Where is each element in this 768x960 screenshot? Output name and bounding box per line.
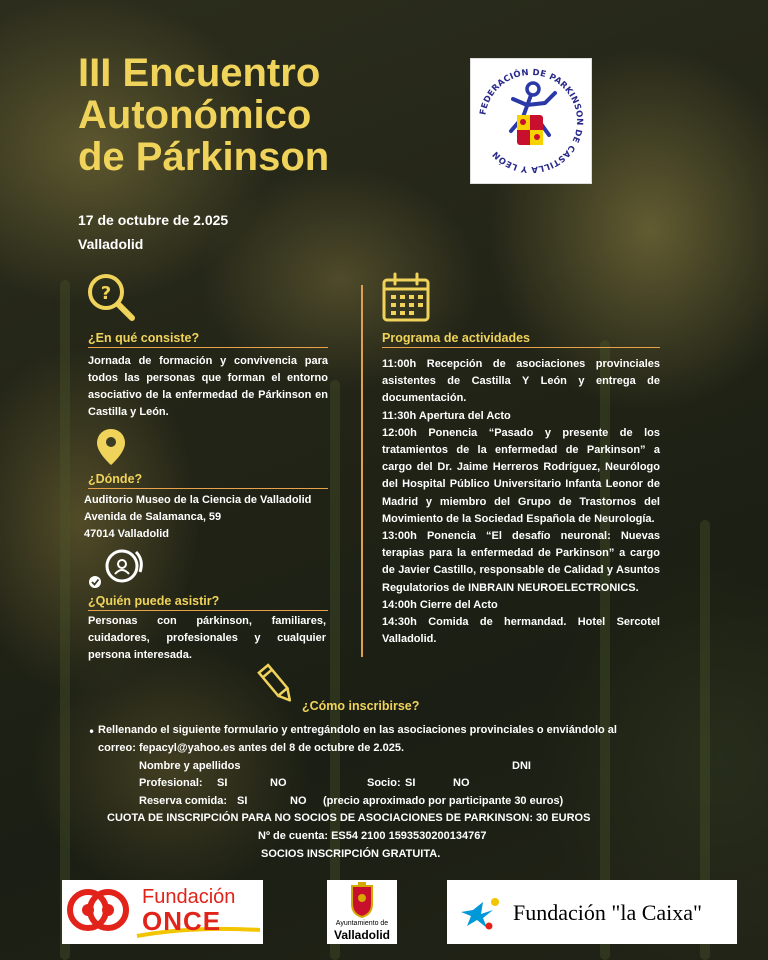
option-si[interactable]: SI bbox=[237, 795, 248, 807]
title-line: de Párkinson bbox=[78, 135, 330, 179]
people-icon bbox=[86, 542, 150, 594]
title-line: III Encuentro bbox=[78, 51, 321, 95]
que-underline bbox=[88, 347, 328, 348]
form-profesional bbox=[139, 777, 203, 789]
socio-label: Socio: bbox=[367, 777, 401, 789]
logo-arc-text: FEDERACIÓN DE PARKINSON DE CASTILLA Y LEÓN bbox=[478, 67, 585, 175]
option-no[interactable]: NO bbox=[270, 777, 287, 789]
programa-item: 14:30h Comida de hermandad. Hotel Sercotel Valladolid. bbox=[382, 616, 660, 646]
dni-label: DNI bbox=[512, 760, 531, 772]
caixa-star-icon bbox=[459, 880, 509, 944]
once-line1: Fundación bbox=[142, 886, 236, 908]
inscripcion-text: Rellenando el siguiente formulario y entregándolo en las asociaciones provinciales o enviándolo al correo: fepacyl@yahoo.es antes del 8 de octubre de 2.025. bbox=[98, 724, 617, 754]
nombre-label: Nombre y apellidos bbox=[139, 760, 241, 772]
profesional-label: Profesional: bbox=[139, 777, 203, 789]
donde-address bbox=[84, 492, 344, 543]
address-line: 47014 Valladolid bbox=[84, 528, 169, 540]
option-no[interactable]: NO bbox=[290, 795, 307, 807]
socios-text: SOCIOS INSCRIPCIÓN GRATUITA. bbox=[261, 848, 441, 860]
event-city: Valladolid bbox=[78, 236, 144, 252]
que-body: Jornada de formación y convivencia para todos las personas que forman el entorno asociativo de la enfermedad de Párkinson en Castilla y León. bbox=[88, 355, 328, 418]
federation-logo-graphic bbox=[471, 59, 591, 183]
quien-body: Personas con párkinson, familiares, cuidadores, profesionales y cualquier persona interesada. bbox=[88, 615, 326, 661]
programa-list bbox=[382, 356, 660, 648]
caixa-text: Fundación "la Caixa" bbox=[513, 900, 703, 925]
programa-item: 13:00h Ponencia “El desafío neuronal: Nuevas terapias para la enfermedad de Parkinson” a cargo de Javier Castillo, responsable de Calidad y Asuntos Regulatorios de INBRAIN NEUROELECTRONICS. bbox=[382, 530, 660, 594]
inscripcion-heading: ¿Cómo inscribirse? bbox=[302, 699, 420, 713]
fundacion-la-caixa-logo bbox=[447, 880, 737, 944]
form-dni bbox=[512, 760, 531, 772]
programa-item: 12:00h Ponencia “Pasado y presente de los tratamientos de la enfermedad de Parkinson” a cargo del Dr. Jaime Herreros Rodríguez, Neurólogo del Hospital Público Universitario Infanta Leonor de Madrid y miembro del Grupo de Trastornos del Movimiento de la Sociedad Española de Neurología. bbox=[382, 426, 660, 525]
cuota-text: CUOTA DE INSCRIPCIÓN PARA NO SOCIOS DE ASOCIACIONES DE PARKINSON: 30 EUROS bbox=[107, 812, 591, 824]
reserva-note: (precio aproximado por participante 30 euros) bbox=[323, 795, 564, 807]
fundacion-once-logo bbox=[62, 880, 263, 944]
page-title bbox=[78, 52, 418, 178]
address-line: Avenida de Salamanca, 59 bbox=[84, 511, 222, 523]
svg-text:?: ? bbox=[100, 283, 112, 304]
cuenta-text: Nº de cuenta: ES54 2100 1593530200134767 bbox=[258, 830, 487, 842]
title-line: Autonómico bbox=[78, 93, 312, 137]
address-line: Auditorio Museo de la Ciencia de Valladolid bbox=[84, 494, 312, 506]
option-si[interactable]: SI bbox=[217, 777, 228, 789]
programa-item: 14:00h Cierre del Acto bbox=[382, 598, 498, 611]
map-pin-icon bbox=[95, 427, 137, 473]
ayto-line1: Ayuntamiento de bbox=[335, 920, 389, 927]
column-divider bbox=[361, 285, 363, 657]
programa-item: 11:30h Apertura del Acto bbox=[382, 409, 511, 422]
calendar-icon bbox=[382, 272, 430, 326]
que-heading: ¿En qué consiste? bbox=[88, 331, 200, 345]
search-icon bbox=[86, 272, 138, 328]
event-date: 17 de octubre de 2.025 bbox=[78, 212, 229, 228]
programa-item: 11:00h Recepción de asociaciones provinciales asistentes de Castilla Y León y entrega de documentación. bbox=[382, 358, 660, 405]
form-nombre bbox=[139, 760, 240, 772]
option-no[interactable]: NO bbox=[453, 777, 470, 789]
donde-underline bbox=[88, 488, 328, 489]
quien-heading: ¿Quién puede asistir? bbox=[88, 594, 220, 608]
once-line2: ONCE bbox=[142, 906, 222, 936]
ayuntamiento-logo bbox=[327, 880, 397, 944]
quien-underline bbox=[88, 610, 328, 611]
federation-logo bbox=[470, 58, 592, 184]
coat-of-arms-icon bbox=[327, 880, 397, 920]
programa-underline bbox=[382, 347, 660, 348]
pencil-icon bbox=[256, 662, 298, 712]
programa-heading: Programa de actividades bbox=[382, 331, 530, 345]
option-si[interactable]: SI bbox=[405, 777, 416, 789]
bullet-dot: • bbox=[88, 725, 96, 739]
ayto-line2: Valladolid bbox=[333, 928, 390, 942]
donde-heading: ¿Dónde? bbox=[88, 472, 143, 486]
reserva-label: Reserva comida: bbox=[139, 795, 228, 807]
